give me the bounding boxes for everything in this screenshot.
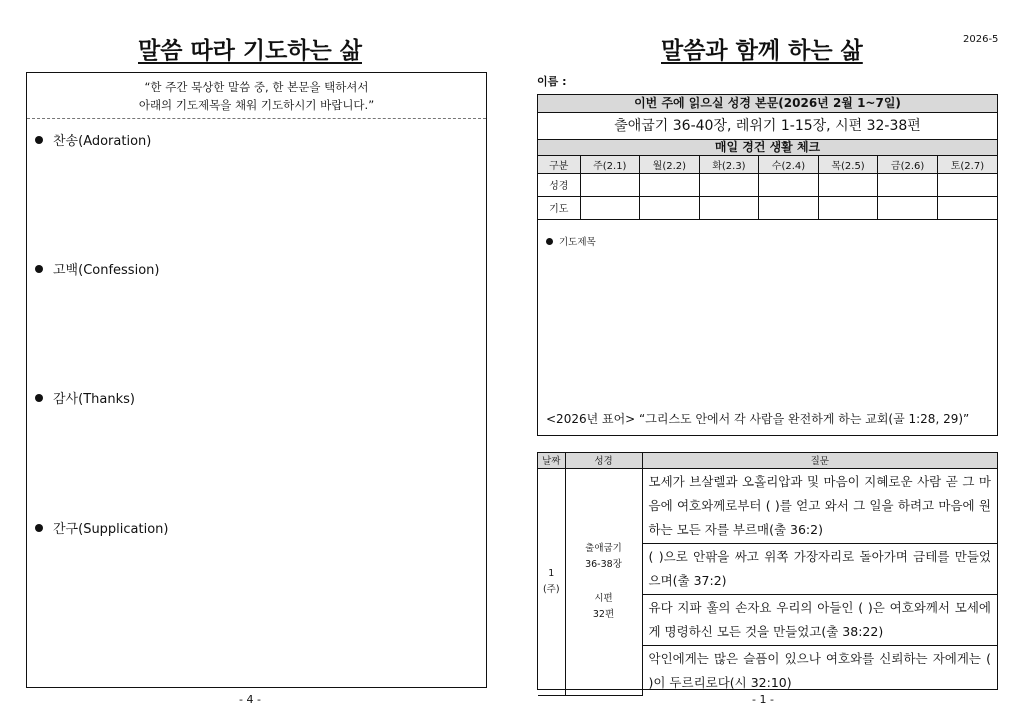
question-text[interactable]: 유다 지파 훌의 손자요 우리의 아들인 ( )은 여호와께서 모세에게 명령하신 모든 것을 만들었고(출 38:22) [642,594,997,645]
book-cell [565,468,642,696]
daily-check-title: 매일 경건 생활 체크 [538,140,997,156]
question-box [537,452,998,690]
header-date: 날짜 [538,453,565,468]
check-header-row [538,156,997,173]
question-text[interactable]: ( )으로 안팎을 싸고 위쪽 가장자리로 돌아가며 금테를 만들었으며(출 37:2) [642,543,997,594]
prayer-topic-label: 기도제목 [559,237,596,248]
check-header-cell: 토(2.7) [937,156,997,173]
check-header-cell: 월(2.2) [640,156,700,173]
prayer-item-label: 간구(Supplication) [53,522,169,537]
right-page-title: 말씀과 함께 하는 삶 [661,38,863,64]
check-cell[interactable] [699,196,759,219]
check-row-label: 기도 [538,196,580,219]
book-line: 출애굽기 [585,542,622,554]
question-text[interactable]: 모세가 브살렐과 오홀리압과 및 마음이 지혜로운 사람 곧 그 마음에 여호와께로부터 ( )를 얻고 와서 그 일을 하려고 마음에 원하는 모든 자를 부르매(출 36:2) [642,468,997,543]
check-cell[interactable] [640,196,700,219]
check-cell[interactable] [878,196,938,219]
book-line: 시편 [594,592,613,604]
check-header-cell: 수(2.4) [759,156,819,173]
prayer-item-label: 찬송(Adoration) [53,134,152,149]
question-row [538,468,997,543]
check-cell[interactable] [818,173,878,196]
prayer-item-adoration[interactable] [35,130,151,149]
check-cell[interactable] [759,196,819,219]
prayer-topic[interactable] [546,234,596,248]
question-text[interactable]: 악인에게는 많은 슬픔이 있으나 여호와를 신뢰하는 자에게는 ( )이 두르리로다(시 32:10) [648,650,991,690]
bullet-icon [546,238,553,245]
check-cell[interactable] [580,173,640,196]
check-cell[interactable] [699,173,759,196]
check-header-cell: 화(2.3) [699,156,759,173]
check-cell[interactable] [878,173,938,196]
check-cell[interactable] [759,173,819,196]
question-table [538,453,997,696]
check-header-cell: 금(2.6) [878,156,938,173]
name-label: 이름 : [537,75,567,88]
book-line: 32편 [592,608,615,620]
prayer-box [26,72,487,688]
day-label: (주) [542,583,560,595]
check-cell[interactable] [937,173,997,196]
instruction-line-1: “한 주간 묵상한 말씀 중, 한 본문을 택하셔서 [144,80,369,94]
daily-check-table [538,156,997,220]
prayer-item-confession[interactable] [35,259,159,278]
check-header-cell: 구분 [538,156,580,173]
day-number: 1 [548,567,555,579]
prayer-item-label: 고백(Confession) [53,263,160,278]
book-line: 36-38장 [585,558,622,570]
check-row-prayer [538,196,997,219]
left-page-title: 말씀 따라 기도하는 삶 [138,38,362,64]
prayer-item-thanks[interactable] [35,388,135,407]
check-cell[interactable] [937,196,997,219]
bullet-icon [35,265,43,273]
header-question: 질문 [642,453,997,468]
prayer-item-supplication[interactable] [35,518,169,537]
bullet-icon [35,524,43,532]
day-cell [538,468,565,696]
edition-number: 2026-5 [963,34,999,45]
prayer-instruction [27,73,486,119]
year-motto: <2026년 표어> “그리스도 안에서 각 사람을 완전하게 하는 교회(골 1:28, 29)” [546,412,970,426]
bullet-icon [35,136,43,144]
weekly-reading-box [537,94,998,436]
header-bible: 성경 [565,453,642,468]
reading-range: 출애굽기 36-40장, 레위기 1-15장, 시편 32-38편 [538,113,997,140]
right-page-number: - 1 - [752,693,774,706]
left-page-number: - 4 - [239,693,261,706]
check-cell[interactable] [818,196,878,219]
check-cell[interactable] [580,196,640,219]
instruction-line-2: 아래의 기도제목을 채워 기도하시기 바랍니다.” [138,98,375,112]
prayer-item-label: 감사(Thanks) [53,392,135,407]
reading-title: 이번 주에 읽으실 성경 본문(2026년 2월 1~7일) [538,95,997,113]
check-header-cell: 주(2.1) [580,156,640,173]
check-row-label: 성경 [538,173,580,196]
check-row-bible [538,173,997,196]
check-cell[interactable] [640,173,700,196]
check-header-cell: 목(2.5) [818,156,878,173]
bullet-icon [35,394,43,402]
question-header-row [538,453,997,468]
